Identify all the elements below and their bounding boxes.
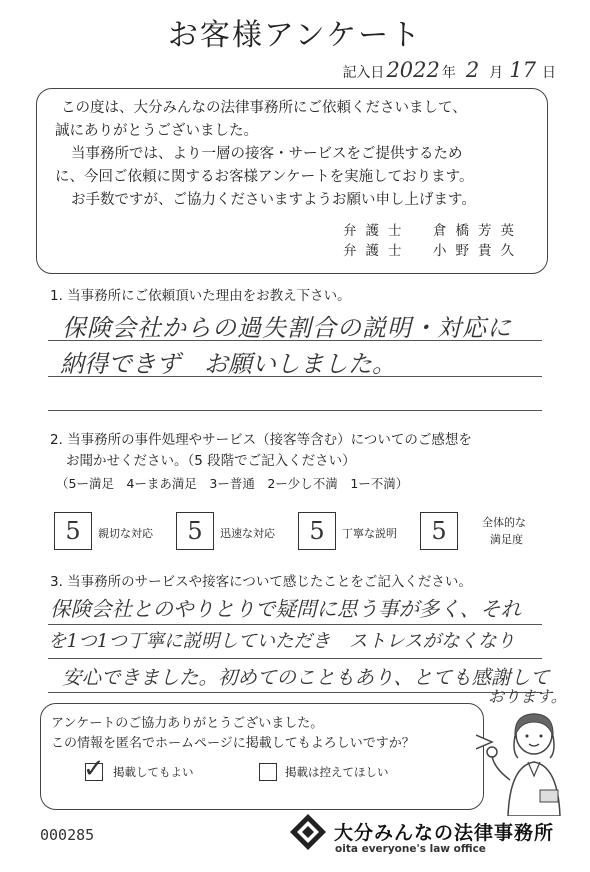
consent-line-1: アンケートのご協力ありがとうございました。 [51, 716, 324, 731]
rating-speed-label: 迅速な対応 [220, 527, 275, 540]
date-month: 2 [465, 58, 480, 82]
notice-line-5: お手数ですが、ご協力くださいますようお願い申し上げます。 [71, 192, 476, 208]
rating-kind-label: 親切な対応 [98, 527, 153, 540]
rating-overall-label-2: 満足度 [490, 533, 523, 546]
rating-box-speed[interactable] [176, 512, 214, 550]
rating-explanation-value: 5 [309, 517, 325, 545]
rating-box-kind[interactable] [54, 512, 92, 550]
consent-box [40, 703, 484, 810]
notice-box [36, 88, 548, 274]
notice-line-3: 当事務所では、より一層の接客・サービスをご提供するため [71, 146, 463, 162]
answer-rule [48, 692, 542, 693]
rating-kind-value: 5 [65, 517, 81, 545]
q3-answer-line-3: 安心できました。初めてのこともあり、とても感謝して [62, 666, 550, 689]
question-2-label-line-2: お聞かせください。（5 段階でご記入ください） [66, 453, 356, 469]
date-day: 17 [509, 58, 536, 82]
q3-answer-line-1: 保険会社とのやりとりで疑問に思う事が多く、それ [50, 597, 522, 621]
rating-overall-label-1: 全体的な [482, 516, 526, 529]
date-year: 2022 [386, 58, 440, 82]
q3-answer-line-2: を1つ1つ丁寧に説明していただき ストレスがなくなり [48, 631, 515, 652]
notice-line-4: に、今回ご依頼に関するお客様アンケートを実施しております。 [55, 169, 474, 185]
consent-no-checkbox[interactable] [259, 763, 277, 781]
month-unit: 月 [489, 65, 504, 81]
rating-box-explanation[interactable] [298, 512, 336, 550]
day-unit: 日 [542, 65, 556, 81]
date-label: 記入日 [342, 65, 385, 81]
signer-1: 弁護士 倉橋芳英 [343, 223, 523, 239]
consent-line-2: この情報を匿名でホームページに掲載してもよろしいですか？ [51, 736, 415, 751]
question-3-label: 3. 当事務所のサービスや接客について感じたことをご記入ください。 [50, 574, 472, 590]
question-1-label: 1. 当事務所にご依頼頂いた理由をお教え下さい。 [50, 288, 351, 304]
answer-rule [48, 624, 542, 625]
answer-rule [48, 410, 542, 411]
survey-code: 000285 [40, 826, 95, 844]
date-row [342, 58, 556, 82]
rating-box-overall[interactable] [420, 512, 458, 550]
signer-2: 弁護士 小野貴久 [343, 243, 523, 259]
check-mark-icon: ✓ [83, 754, 105, 784]
notice-line-2: 誠にありがとうございました。 [55, 123, 258, 139]
question-2-label-line-1: 2. 当事務所の事件処理やサービス（接客等含む）についてのご感想を [50, 432, 472, 448]
rating-overall-value: 5 [431, 517, 447, 545]
q1-answer-line-2: 納得できず お願いしました。 [60, 350, 396, 378]
year-unit: 年 [441, 65, 456, 81]
rating-speed-value: 5 [187, 517, 203, 545]
page-title: お客様アンケート [167, 18, 423, 53]
rating-explanation-label: 丁寧な説明 [342, 527, 397, 540]
firm-logo-icon [288, 812, 328, 852]
consent-no-label: 掲載は控えてほしい [285, 765, 389, 779]
answer-rule [48, 340, 542, 341]
staff-illustration-icon [484, 706, 580, 816]
answer-rule [48, 658, 542, 659]
notice-line-1: この度は、大分みんなの法律事務所にご依頼くださいまして、 [61, 100, 467, 116]
q3-answer-line-4: おります。 [488, 687, 567, 706]
answer-rule [48, 376, 542, 377]
rating-scale: （5ー満足 4ーまあ満足 3ー普通 2ー少し不満 1ー不満） [56, 476, 409, 491]
firm-name: 大分みんなの法律事務所 [334, 822, 555, 844]
consent-yes-label: 掲載してもよい [113, 765, 194, 779]
q1-answer-line-1: 保険会社からの過失割合の説明・対応に [62, 314, 512, 342]
firm-subtitle: oita everyone's law office [335, 843, 486, 855]
